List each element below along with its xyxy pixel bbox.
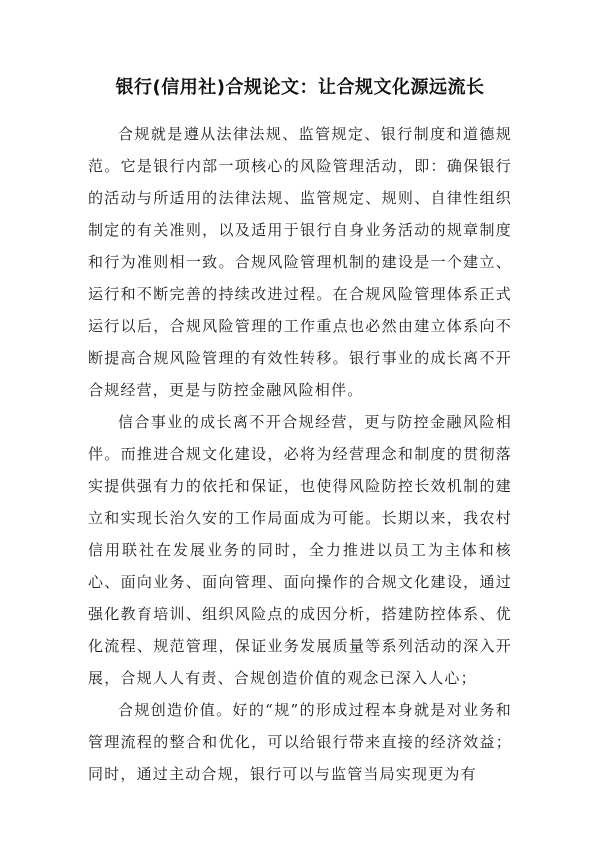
- document-body: [88, 118, 512, 790]
- document-title: 银行(信用社)合规论文：让合规文化源远流长: [115, 77, 485, 98]
- paragraph-2: 信合事业的成长离不开合规经营，更与防控金融风险相伴。而推进合规文化建设，必将为经营理念和制度的贯彻落实提供强有力的依托和保证，也使得风险防控长效机制的建立和实现长治久安的工作局面成为可能。长期以来，我农村信用联社在发展业务的同时，全力推进以员工为主体和核心、面向业务、面向管理、面向操作的合规文化建设，通过强化教育培训、组织风险点的成因分析，搭建防控体系、优化流程、规范管理，保证业务发展质量等系列活动的深入开展，合规人人有责、合规创造价值的观念已深入人心；: [88, 413, 512, 687]
- paragraph-3: 合规创造价值。好的“规”的形成过程本身就是对业务和管理流程的整合和优化，可以给银行带来直接的经济效益；同时，通过主动合规，银行可以与监管当局实现更为有: [88, 701, 512, 783]
- paragraph-1: 合规就是遵从法律法规、监管规定、银行制度和道德规范。它是银行内部一项核心的风险管理活动，即：确保银行的活动与所适用的法律法规、监管规定、规则、自律性组织制定的有关准则，以及适用于银行自身业务活动的规章制度和行为准则相一致。合规风险管理机制的建设是一个建立、运行和不断完善的持续改进过程。在合规风险管理体系正式运行以后，合规风险管理的工作重点也必然由建立体系向不断提高合规风险管理的有效性转移。银行事业的成长离不开合规经营，更是与防控金融风险相伴。: [88, 125, 512, 399]
